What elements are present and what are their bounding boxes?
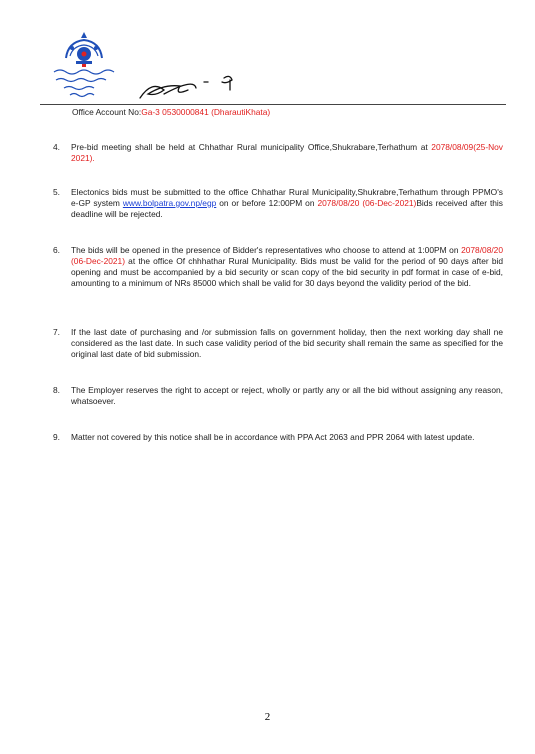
notice-item-8 bbox=[53, 385, 503, 407]
municipality-seal-logo bbox=[46, 28, 122, 100]
item-text-part: Electonics bids must be submitted to the office Chhathar Rural Municipality,Shukrabre,Terhathum through PPMO's e-GP system bbox=[71, 187, 503, 208]
item-number: 8. bbox=[53, 385, 60, 395]
item-text-part: The bids will be opened in the presence of Bidder's representatives who choose to attend at 1:00PM on bbox=[71, 245, 462, 255]
item-text bbox=[71, 142, 503, 164]
signature-mark bbox=[134, 70, 244, 104]
notice-item-5 bbox=[53, 187, 503, 220]
account-label: Office Account No: bbox=[72, 107, 142, 117]
item-text: If the last date of purchasing and /or submission falls on government holiday, then the next working day shall ne considered as the last date. In such case validity period of the bid security shall remain the same as specified for the original last date of bid submission. bbox=[71, 327, 503, 359]
item-text bbox=[71, 245, 503, 289]
item-number: 4. bbox=[53, 142, 60, 152]
office-account-line bbox=[72, 106, 270, 118]
item-number: 9. bbox=[53, 432, 60, 442]
item-text-part: at the office Of chhhathar Rural Municipality. Bids must be valid for the period of 90 days after bid opening and must be accompanied by a bid security or scan copy of the bid security in pdf format in case of e-bid, amounting to a minimum of NRs 85000 which shall be valid for 30 days beyond the validity period of the bid. bbox=[71, 256, 503, 288]
notice-item-6 bbox=[53, 245, 503, 289]
item-number: 7. bbox=[53, 327, 60, 337]
item-text-part: on or before 12:00PM on bbox=[216, 198, 318, 208]
notice-item-4 bbox=[53, 142, 503, 164]
pre-bid-date: 2078/08/09(25-Nov 2021). bbox=[71, 142, 503, 163]
item-text: Matter not covered by this notice shall be in accordance with PPA Act 2063 and PPR 2064 with latest update. bbox=[71, 432, 475, 442]
egp-link[interactable]: www.bolpatra.gov.np/egp bbox=[122, 198, 217, 208]
submission-deadline-date: 2078/08/20 (06-Dec-2021) bbox=[317, 198, 417, 208]
item-text-part: Bids received after this deadline will be rejected. bbox=[71, 198, 503, 219]
bid-opening-date: 2078/08/20 (06-Dec-2021) bbox=[71, 245, 503, 266]
notice-item-7 bbox=[53, 327, 503, 360]
page-number: 2 bbox=[264, 711, 271, 723]
item-text bbox=[71, 187, 503, 220]
header-rule bbox=[40, 104, 506, 105]
item-number: 5. bbox=[53, 187, 60, 197]
notice-item-9 bbox=[53, 432, 503, 443]
item-text: The Employer reserves the right to accept or reject, wholly or partly any or all the bid without assigning any reason, whatsoever. bbox=[71, 385, 503, 406]
item-text-part: Pre-bid meeting shall be held at Chhathar Rural municipality Office,Shukrabare,Terhathum at bbox=[71, 142, 432, 152]
item-number: 6. bbox=[53, 245, 60, 255]
account-number: Ga-3 0530000841 (DharautiKhata) bbox=[141, 107, 271, 117]
